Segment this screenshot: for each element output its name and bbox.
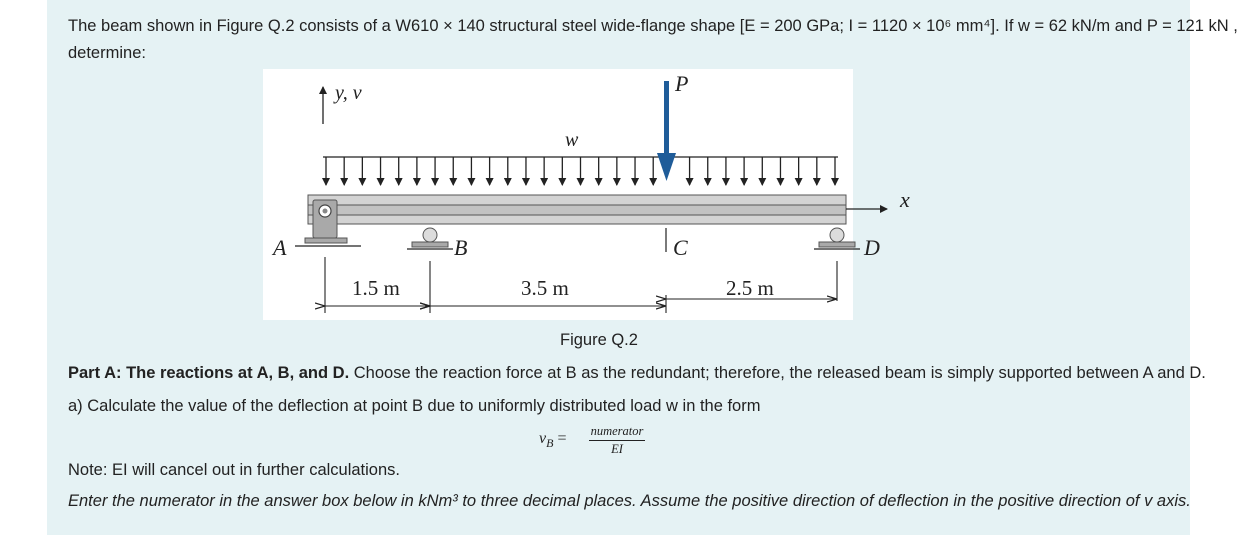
problem-intro-line1: The beam shown in Figure Q.2 consists of a W610 × 140 structural steel wide-flange shape [E = 200 GPa; I = 1120 × 10⁶ mm⁴]. If w = 62 kN/m and P = 121 kN , bbox=[68, 17, 1238, 35]
load-p-label: P bbox=[675, 71, 689, 96]
load-w-label: w bbox=[565, 129, 579, 151]
support-b-roller bbox=[407, 228, 453, 249]
distributed-load-w bbox=[323, 157, 838, 185]
dimension-ab: 1.5 m bbox=[352, 276, 400, 300]
beam-figure bbox=[263, 69, 910, 320]
formula-symbol-v: v bbox=[539, 430, 547, 447]
point-a-label: A bbox=[273, 235, 287, 260]
dimension-cd: 2.5 m bbox=[726, 276, 774, 300]
formula-denominator: EI bbox=[611, 442, 623, 456]
problem-intro-line2: determine: bbox=[68, 44, 146, 62]
x-axis-label: x bbox=[900, 187, 910, 212]
dimension-bc: 3.5 m bbox=[521, 276, 569, 300]
note-text: Note: EI will cancel out in further calculations. bbox=[68, 461, 400, 479]
point-d-label: D bbox=[864, 235, 880, 260]
formula-fraction-bar bbox=[589, 440, 645, 441]
point-load-p-arrow bbox=[657, 81, 676, 181]
question-a: a) Calculate the value of the deflection at point B due to uniformly distributed load w in the form bbox=[68, 397, 761, 415]
formula-fraction bbox=[589, 424, 645, 457]
formula-subscript-b: B bbox=[546, 436, 554, 451]
instruction-text: Enter the numerator in the answer box below in kNm³ to three decimal places. Assume the positive direction of deflection in the positive direction of v axis. bbox=[68, 492, 1191, 510]
y-axis-label: y, v bbox=[335, 82, 362, 104]
part-a-description: Choose the reaction force at B as the redundant; therefore, the released beam is simply supported between A and D. bbox=[353, 364, 1206, 382]
formula-numerator: numerator bbox=[590, 424, 644, 438]
beam-diagram bbox=[263, 69, 910, 320]
formula-lhs bbox=[539, 430, 566, 451]
part-a-title: Part A: The reactions at A, B, and D. bbox=[68, 364, 350, 382]
point-c-label: C bbox=[673, 235, 688, 260]
point-b-label: B bbox=[454, 235, 468, 260]
part-a-heading bbox=[68, 364, 1206, 383]
formula-equals: = bbox=[557, 430, 567, 447]
figure-caption: Figure Q.2 bbox=[560, 331, 638, 349]
beam bbox=[308, 195, 846, 224]
